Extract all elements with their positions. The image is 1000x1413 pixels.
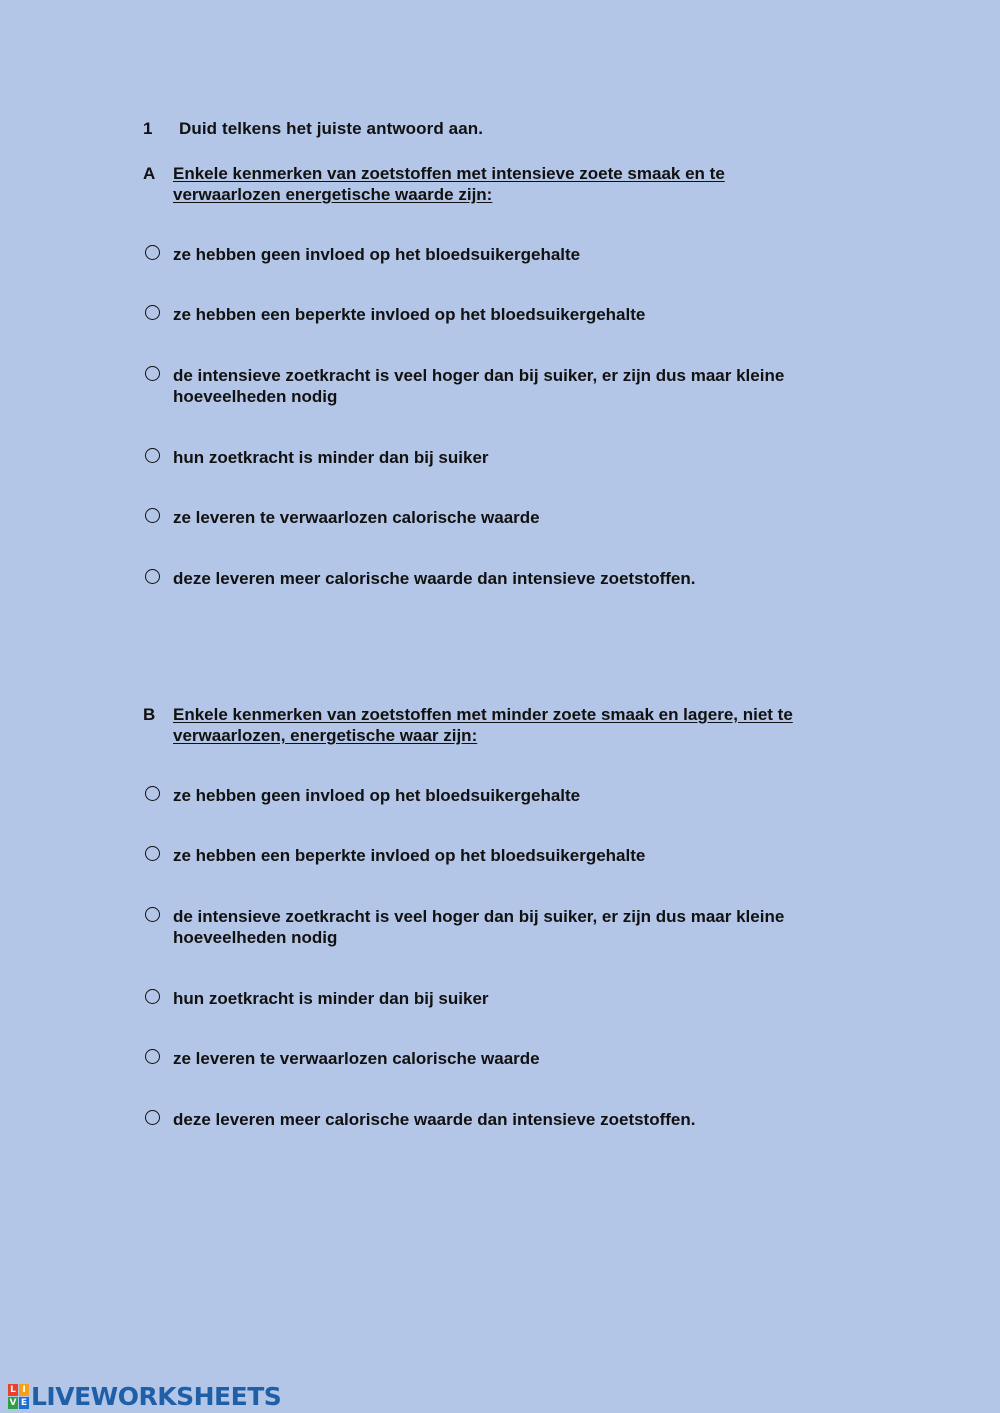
- option-radio[interactable]: [143, 845, 863, 866]
- section-heading: [143, 704, 863, 746]
- section-heading-text: Enkele kenmerken van zoetstoffen met intensieve zoete smaak en te verwaarlozen energetische waarde zijn:: [173, 164, 725, 204]
- option-radio[interactable]: [143, 365, 863, 407]
- option-radio[interactable]: [143, 1048, 863, 1069]
- radio-circle-icon[interactable]: [145, 508, 160, 523]
- option-radio[interactable]: [143, 988, 863, 1009]
- option-radio[interactable]: [143, 906, 863, 948]
- option-label: deze leveren meer calorische waarde dan intensieve zoetstoffen.: [173, 1110, 696, 1129]
- radio-circle-icon[interactable]: [145, 245, 160, 260]
- option-radio[interactable]: [143, 244, 863, 265]
- option-label: ze hebben een beperkte invloed op het bloedsuikergehalte: [173, 846, 646, 865]
- section-heading: [143, 163, 863, 205]
- radio-circle-icon[interactable]: [145, 1110, 160, 1125]
- option-radio[interactable]: [143, 1109, 863, 1130]
- question-number: 1: [143, 119, 153, 138]
- brand-name: LIVEWORKSHEETS: [31, 1382, 282, 1411]
- section-letter: A: [143, 164, 156, 183]
- section-heading-text: Enkele kenmerken van zoetstoffen met minder zoete smaak en lagere, niet te verwaarlozen, energetische waar zijn:: [173, 705, 793, 745]
- radio-circle-icon[interactable]: [145, 786, 160, 801]
- option-label: ze leveren te verwaarlozen calorische waarde: [173, 508, 540, 527]
- option-radio[interactable]: [143, 447, 863, 468]
- radio-circle-icon[interactable]: [145, 907, 160, 922]
- radio-circle-icon[interactable]: [145, 989, 160, 1004]
- question-title: [143, 119, 483, 139]
- section-b: [143, 704, 863, 1129]
- option-radio[interactable]: [143, 507, 863, 528]
- radio-circle-icon[interactable]: [145, 569, 160, 584]
- option-label: ze hebben geen invloed op het bloedsuikergehalte: [173, 786, 581, 805]
- option-label: ze hebben een beperkte invloed op het bloedsuikergehalte: [173, 305, 646, 324]
- option-radio[interactable]: [143, 785, 863, 806]
- option-radio[interactable]: [143, 568, 863, 589]
- question-instruction: Duid telkens het juiste antwoord aan.: [179, 119, 484, 138]
- option-label: hun zoetkracht is minder dan bij suiker: [173, 448, 489, 467]
- radio-circle-icon[interactable]: [145, 448, 160, 463]
- option-label: de intensieve zoetkracht is veel hoger dan bij suiker, er zijn dus maar kleine hoeveelheden nodig: [173, 366, 785, 406]
- option-label: hun zoetkracht is minder dan bij suiker: [173, 989, 489, 1008]
- radio-circle-icon[interactable]: [145, 305, 160, 320]
- liveworksheets-logo[interactable]: [8, 1382, 281, 1411]
- option-radio[interactable]: [143, 304, 863, 325]
- option-label: ze hebben geen invloed op het bloedsuikergehalte: [173, 245, 581, 264]
- option-label: deze leveren meer calorische waarde dan intensieve zoetstoffen.: [173, 569, 696, 588]
- option-label: ze leveren te verwaarlozen calorische waarde: [173, 1049, 540, 1068]
- radio-circle-icon[interactable]: [145, 366, 160, 381]
- radio-circle-icon[interactable]: [145, 846, 160, 861]
- option-label: de intensieve zoetkracht is veel hoger dan bij suiker, er zijn dus maar kleine hoeveelheden nodig: [173, 907, 785, 947]
- logo-tiles-icon: L I V E: [9, 1385, 28, 1408]
- section-letter: B: [143, 705, 156, 724]
- section-a: [143, 163, 863, 588]
- radio-circle-icon[interactable]: [145, 1049, 160, 1064]
